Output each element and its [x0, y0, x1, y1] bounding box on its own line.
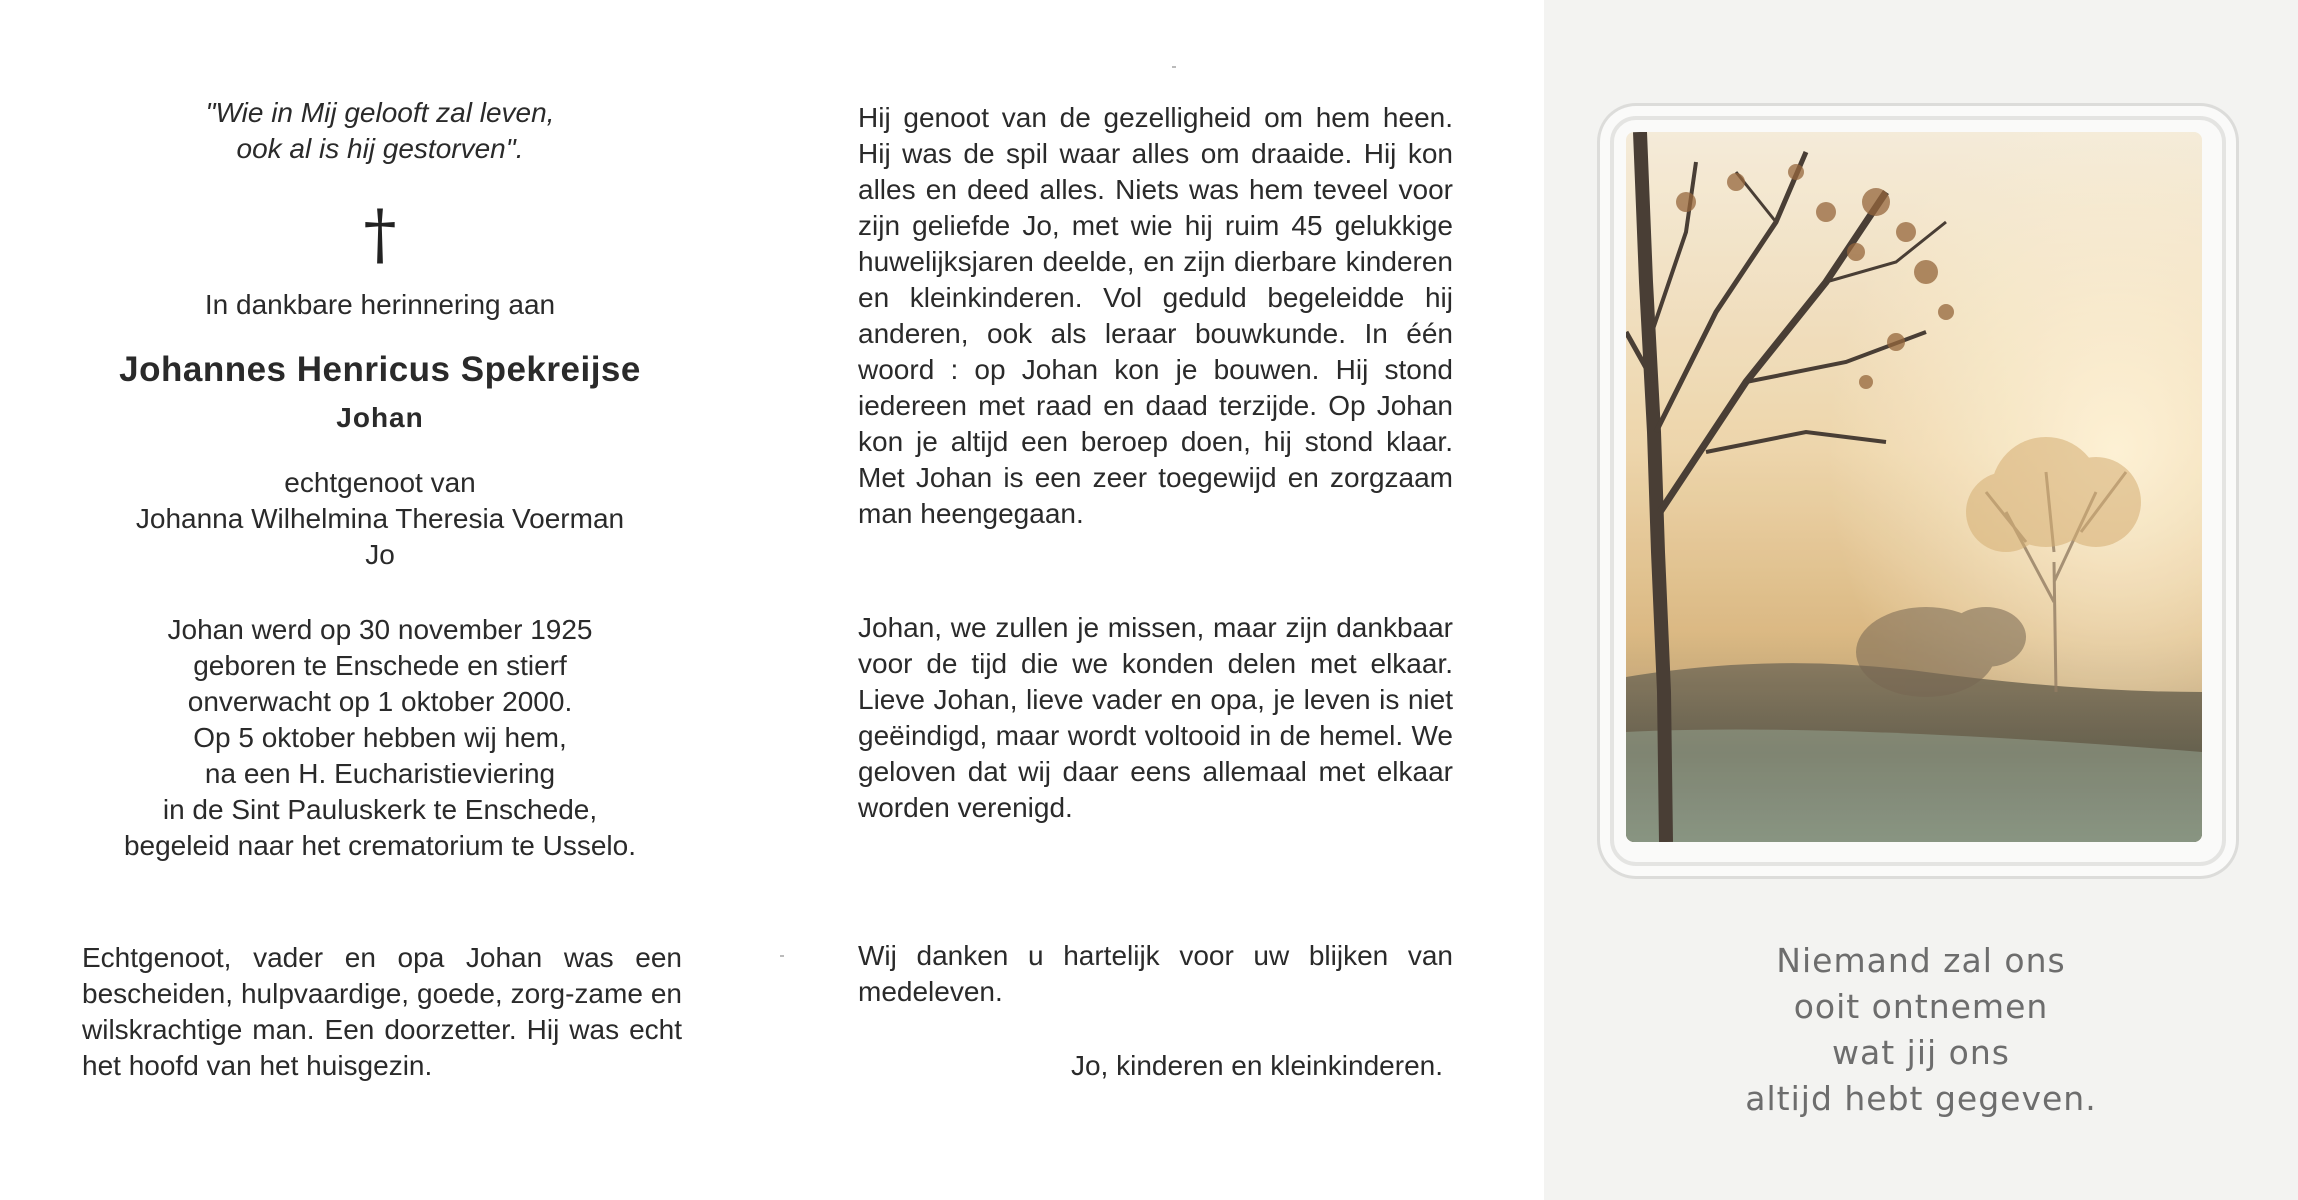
spouse-nickname: Jo	[365, 539, 395, 570]
life-line: onverwacht op 1 oktober 2000.	[187, 686, 573, 717]
poem-line: altijd hebt gegeven.	[1745, 1079, 2097, 1118]
life-line: na een H. Eucharistieviering	[204, 758, 556, 789]
speck	[1172, 66, 1176, 68]
bible-quote	[70, 95, 690, 167]
life-line: Op 5 oktober hebben wij hem,	[193, 722, 567, 753]
paragraph-3: Wij danken u hartelijk voor uw blijken van medeleven.	[858, 940, 1453, 1007]
right-panel	[1544, 0, 2298, 1200]
paragraph-2: Johan, we zullen je missen, maar zijn dankbaar voor de tijd die we konden delen met elkaar. Lieve Johan, lieve vader en opa, je leven is niet geëindigd, maar wordt voltooid in de hemel. We geloven dat wij daar eens allemaal met elkaar worden verenigd.	[858, 612, 1453, 823]
life-line: begeleid naar het crematorium te Usselo.	[123, 830, 637, 861]
landscape-photo	[1626, 132, 2202, 842]
spouse-name: Johanna Wilhelmina Theresia Voerman	[135, 503, 625, 534]
speck	[780, 955, 784, 957]
life-line: in de Sint Pauluskerk te Enschede,	[162, 794, 598, 825]
spouse-block	[70, 465, 690, 573]
cross-icon: †	[363, 196, 397, 273]
deceased-nickname: Johan	[336, 402, 424, 433]
deceased-name: Johannes Henricus Spekreijse	[119, 350, 641, 389]
poem	[1544, 938, 2298, 1122]
poem-line: ooit ontnemen	[1793, 987, 2049, 1026]
signature: Jo, kinderen en kleinkinderen.	[1070, 1050, 1443, 1081]
left-panel	[70, 0, 690, 1200]
life-line: Johan werd op 30 november 1925	[167, 614, 593, 645]
character-paragraph: Echtgenoot, vader en opa Johan was een bescheiden, hulpvaardige, goede, zorg-zame en wilskrachtige man. Een doorzetter. Hij was echt het hoofd van het huisgezin.	[82, 942, 682, 1081]
poem-line: wat jij ons	[1832, 1033, 2010, 1072]
autumn-trees-image	[1626, 132, 2202, 842]
quote-line-2: ook al is hij gestorven".	[236, 133, 524, 164]
middle-panel	[858, 0, 1453, 1200]
life-details	[70, 612, 690, 864]
life-line: geboren te Enschede en stierf	[193, 650, 567, 681]
spouse-line-1: echtgenoot van	[284, 467, 476, 498]
intro-text: In dankbare herinnering aan	[204, 289, 556, 320]
poem-line: Niemand zal ons	[1776, 941, 2066, 980]
quote-line-1: "Wie in Mij gelooft zal leven,	[205, 97, 555, 128]
paragraph-1: Hij genoot van de gezelligheid om hem heen. Hij was de spil waar alles om draaide. Hij kon alles en deed alles. Niets was hem teveel voor zijn geliefde Jo, met wie hij ruim 45 gelukkige huwelijksjaren deelde, en zijn dierbare kinderen en kleinkinderen. Vol geduld begeleidde hij anderen, ook als leraar bouwkunde. In één woord : op Johan kon je bouwen. Hij stond iedereen met raad en daad terzijde. Op Johan kon je altijd een beroep doen, hij stond klaar. Met Johan is een zeer toegewijd en zorgzaam man heengegaan.	[858, 102, 1453, 529]
